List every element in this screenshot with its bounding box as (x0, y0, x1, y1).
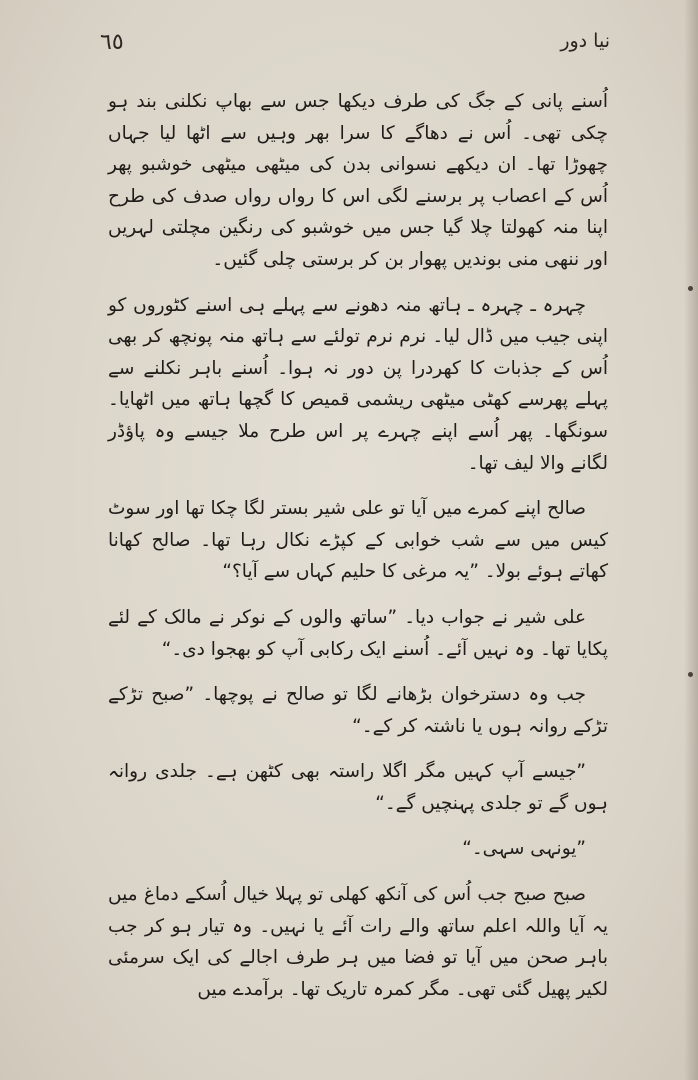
paragraph: صالح اپنے کمرے میں آیا تو علی شیر بستر لگا چکا تھا اور سوٹ کیس میں سے شب خوابی کے کپڑے نکال رہا تھا۔ صالح کھانا کھاتے ہوئے بولا۔ ”یہ مرغی کا حلیم کہاں سے آیا؟“ (108, 498, 608, 583)
page-number: ٦٥ (100, 30, 124, 55)
paragraph: صبح صبح جب اُس کی آنکھ کھلی تو پہلا خیال اُسکے دماغ میں یہ آیا واللہ اعلم ساتھ والے رات آئے یا نہیں۔ وہ تیار ہو کر جب باہر صحن میں آیا تو فضا میں ہر طرف اجالے کی ایک سرمئی لکیر پھیل گئی تھی۔ مگر کمرہ تاریک تھا۔ برآمدے میں (108, 884, 608, 1000)
page-header (100, 30, 610, 70)
body-text (108, 86, 608, 1000)
paragraph: جب وہ دسترخوان بڑھانے لگا تو صالح نے پوچھا۔ ”صبح تڑکے تڑکے روانہ ہوں یا ناشتہ کر کے۔“ (108, 684, 608, 737)
paragraph: علی شیر نے جواب دیا۔ ”ساتھ والوں کے نوکر نے مالک کے لئے پکایا تھا۔ وہ نہیں آئے۔ اُسنے ایک رکابی آپ کو بھجوا دی۔“ (108, 606, 608, 660)
running-title: نیا دور (560, 30, 610, 52)
paragraph: چہرہ ـ چہرہ ـ ہاتھ منہ دھونے سے پہلے ہی اسنے کٹوروں کو اپنی جیب میں ڈال لیا۔ نرم نرم تولئے سے ہاتھ منہ پونچھ کر بھی اُس کے جذبات کا کھردرا پن دور نہ ہوا۔ اُسنے باہر نکلنے سے پہلے پھرسے کھٹی میٹھی ریشمی قمیص کا گچھا ہاتھ میں اٹھایا۔ سونگھا۔ پھر اُسے اپنے چہرے پر اس طرح ملا جیسے وہ پاؤڈر لگانے والا لیف تھا۔ (108, 294, 608, 474)
page-edge-shadow (684, 0, 698, 1080)
paragraph: اُسنے پانی کے جگ کی طرف دیکھا جس سے بھاپ نکلنی بند ہو چکی تھی۔ اُس نے دھاگے کا سرا بھر وہیں سے اٹھا لیا جہاں چھوڑا تھا۔ ان دیکھے نسوانی بدن کی میٹھی میٹھی خوشبو پھر اُس کے اعصاب پر برسنے لگی اس کا رواں رواں صدف کی طرح اپنا منہ کھولتا چلا گیا جس میں خوشبو کی رنگین مچلتی لہریں اور ننھی منی بوندیں پھوار بن کر برستی چلی گئیں۔ (108, 91, 608, 270)
paper-speck (688, 286, 693, 291)
paper-speck (688, 672, 693, 677)
paragraph: ”جیسے آپ کہیں مگر اگلا راستہ بھی کٹھن ہے۔ جلدی روانہ ہوں گے تو جلدی پہنچیں گے۔“ (108, 761, 608, 814)
paragraph: ”یونہی سہی۔“ (462, 838, 586, 860)
